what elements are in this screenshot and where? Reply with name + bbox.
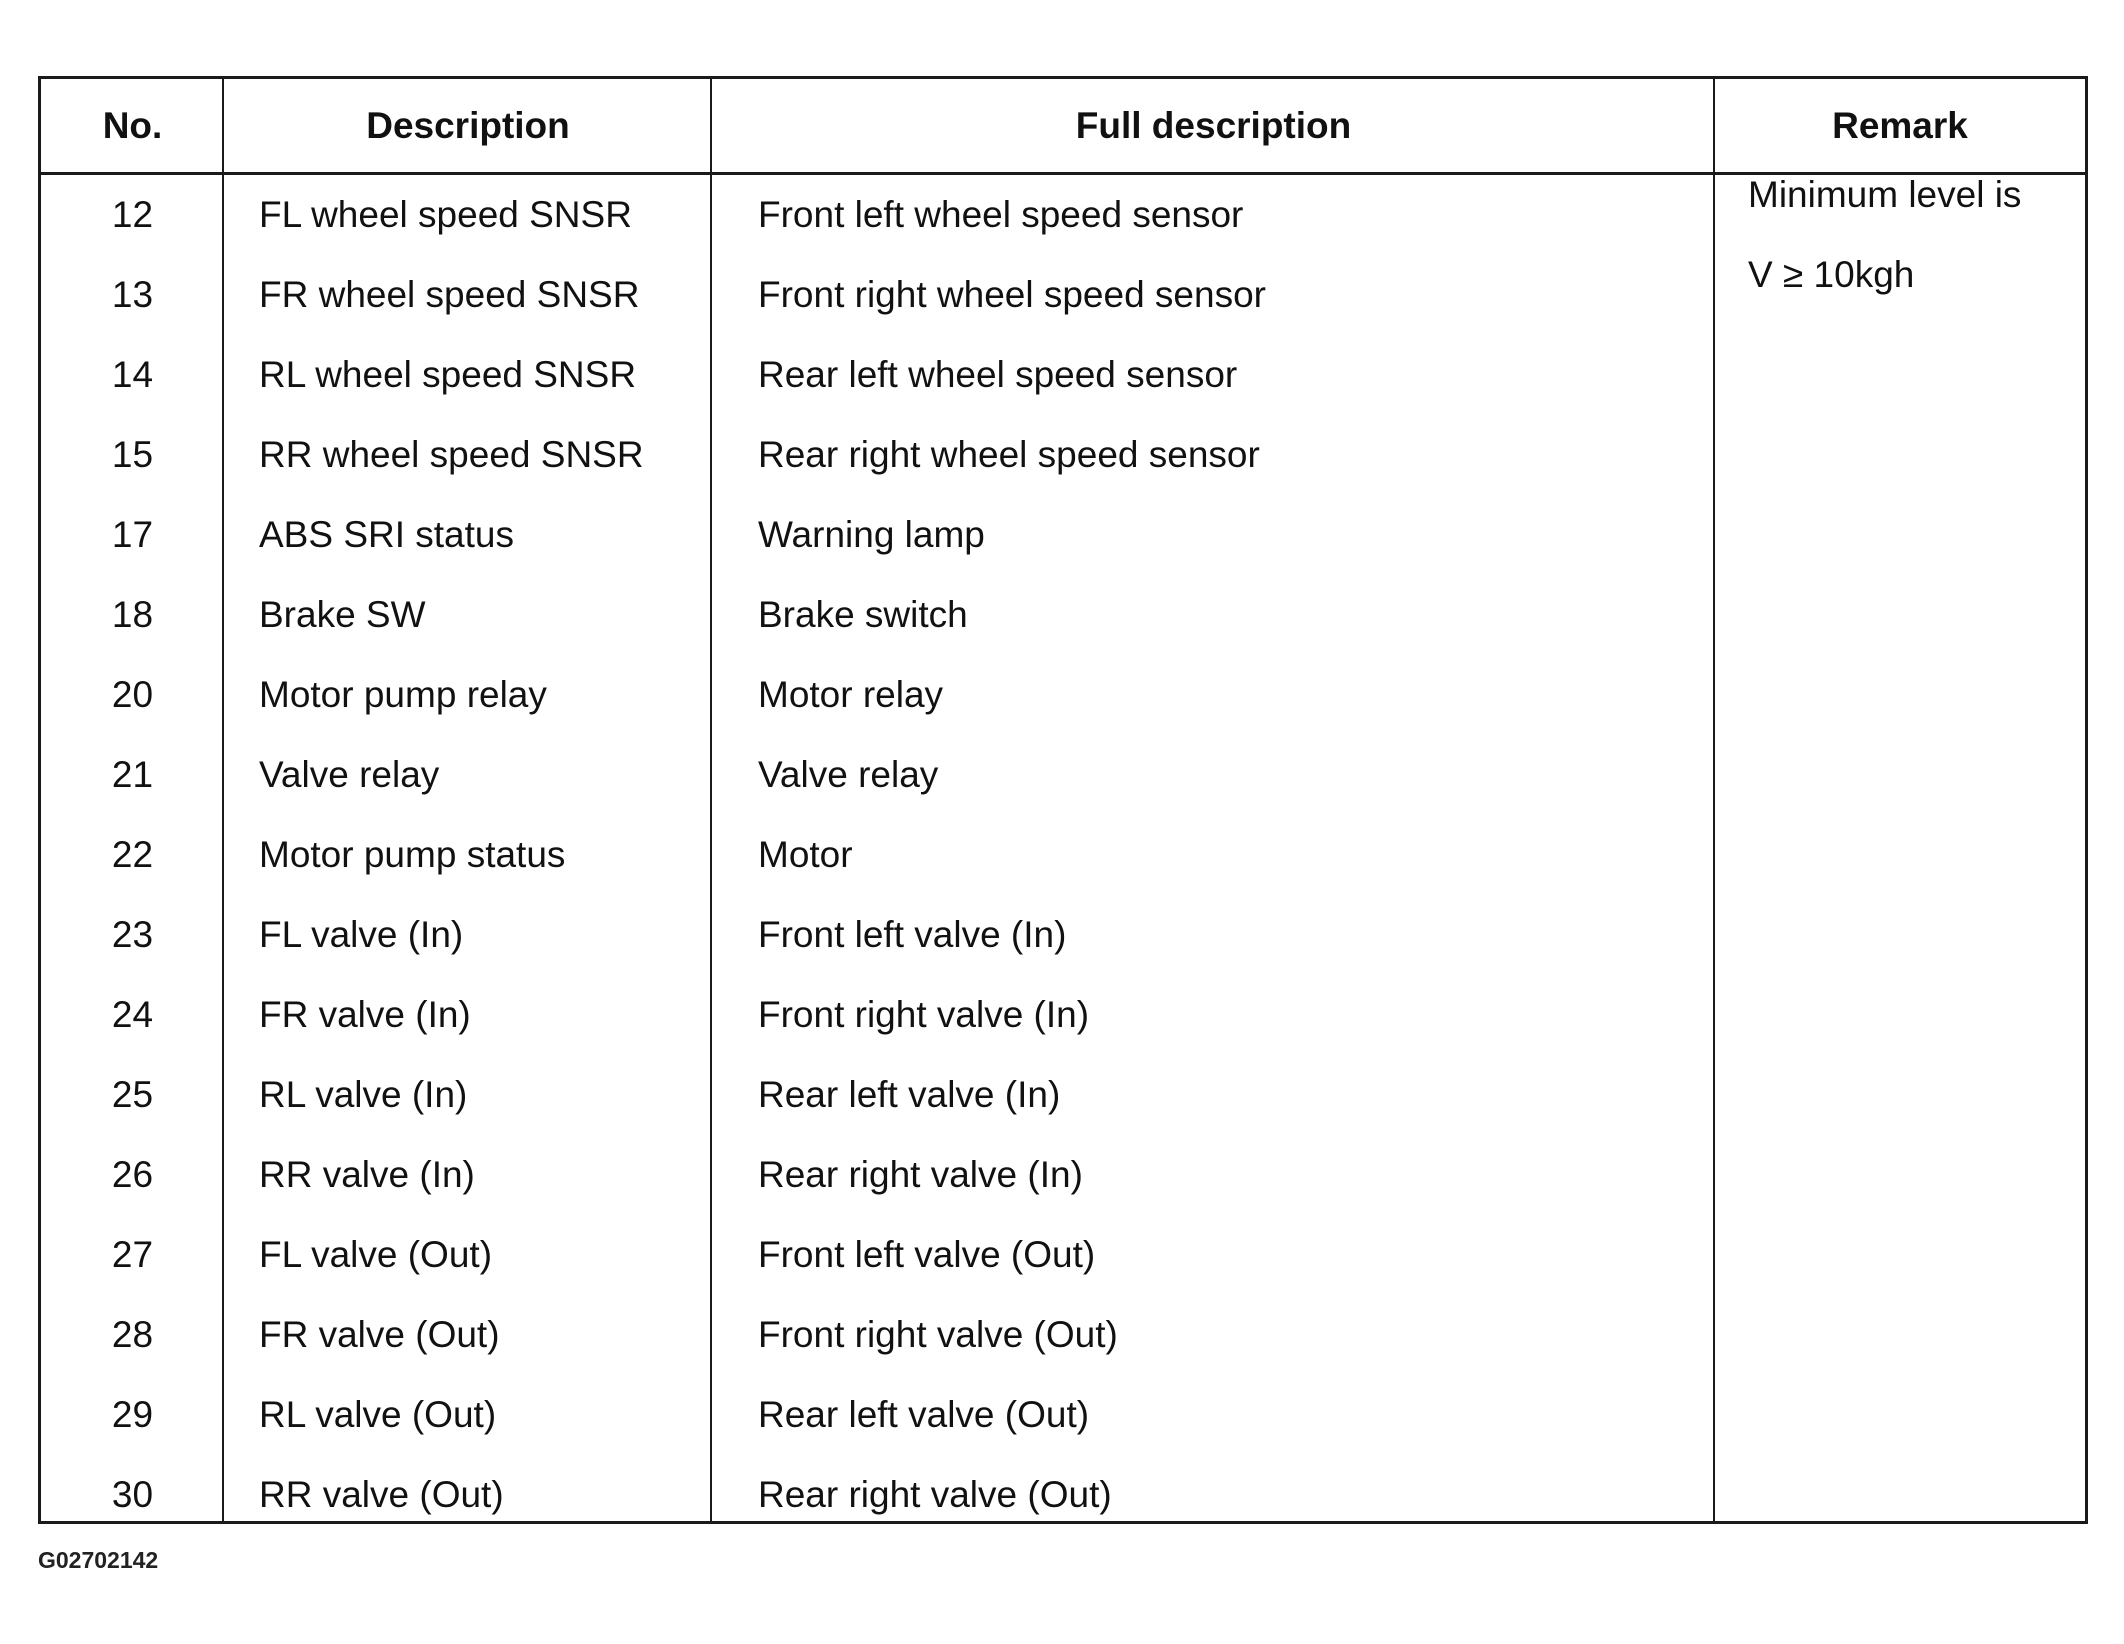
header-no: No. <box>102 104 163 146</box>
header-description: Description <box>366 104 570 146</box>
cell-full-description: Brake switch <box>758 594 968 635</box>
cell-no: 12 <box>111 194 154 235</box>
cell-description: Brake SW <box>259 594 426 635</box>
cell-full-description: Motor relay <box>758 674 944 715</box>
cell-description: Motor pump relay <box>259 674 547 715</box>
table-row <box>41 1455 2085 1535</box>
cell-no: 14 <box>111 354 154 395</box>
table-row <box>41 1295 2085 1375</box>
data-table <box>38 76 2088 1524</box>
cell-no: 21 <box>111 754 154 795</box>
remark-line-1: Minimum level is <box>1748 174 2022 215</box>
cell-full-description: Valve relay <box>758 754 939 795</box>
figure-id: G02702142 <box>38 1547 159 1573</box>
cell-description: ABS SRI status <box>259 514 514 555</box>
cell-full-description: Warning lamp <box>758 514 985 555</box>
cell-full-description: Front left valve (In) <box>758 914 1067 955</box>
cell-full-description: Front left wheel speed sensor <box>758 194 1244 235</box>
table-row <box>41 1055 2085 1135</box>
cell-no: 29 <box>111 1394 154 1435</box>
cell-full-description: Rear right valve (Out) <box>758 1474 1112 1515</box>
table-row <box>41 575 2085 655</box>
table-row <box>41 335 2085 415</box>
cell-no: 27 <box>111 1234 154 1275</box>
cell-no: 15 <box>111 434 154 475</box>
cell-description: RR wheel speed SNSR <box>259 434 644 475</box>
cell-description: FL valve (In) <box>259 914 464 955</box>
cell-description: RL valve (Out) <box>259 1394 497 1435</box>
cell-description: FR valve (Out) <box>259 1314 500 1355</box>
cell-description: RL wheel speed SNSR <box>259 354 637 395</box>
cell-no: 22 <box>111 834 154 875</box>
cell-no: 24 <box>111 994 154 1035</box>
cell-description: RL valve (In) <box>259 1074 468 1115</box>
cell-no: 17 <box>111 514 154 555</box>
cell-full-description: Rear left wheel speed sensor <box>758 354 1238 395</box>
cell-full-description: Rear left valve (Out) <box>758 1394 1090 1435</box>
cell-description: FR wheel speed SNSR <box>259 274 640 315</box>
cell-description: FL valve (Out) <box>259 1234 493 1275</box>
cell-full-description: Front left valve (Out) <box>758 1234 1096 1275</box>
cell-full-description: Rear right valve (In) <box>758 1154 1083 1195</box>
table-row <box>41 895 2085 975</box>
cell-description: Motor pump status <box>259 834 566 875</box>
cell-full-description: Rear right wheel speed sensor <box>758 434 1260 475</box>
header-remark: Remark <box>1832 104 1968 146</box>
cell-no: 26 <box>111 1154 154 1195</box>
cell-description: FR valve (In) <box>259 994 471 1035</box>
cell-no: 30 <box>111 1474 154 1515</box>
table-row <box>41 975 2085 1055</box>
table-row <box>41 1215 2085 1295</box>
cell-full-description: Rear left valve (In) <box>758 1074 1061 1115</box>
cell-description: FL wheel speed SNSR <box>259 194 632 235</box>
cell-full-description: Front right wheel speed sensor <box>758 274 1266 315</box>
cell-full-description: Front right valve (In) <box>758 994 1090 1035</box>
cell-no: 13 <box>111 274 154 315</box>
cell-no: 25 <box>111 1074 154 1115</box>
cell-full-description: Front right valve (Out) <box>758 1314 1118 1355</box>
table-row <box>41 1135 2085 1215</box>
table-row <box>41 495 2085 575</box>
remark-line-2: V ≥ 10kgh <box>1748 254 1915 295</box>
cell-description: Valve relay <box>259 754 440 795</box>
cell-no: 20 <box>111 674 154 715</box>
cell-no: 18 <box>111 594 154 635</box>
cell-description: RR valve (In) <box>259 1154 475 1195</box>
header-full-description: Full description <box>1075 104 1352 146</box>
cell-description: RR valve (Out) <box>259 1474 504 1515</box>
table-row <box>41 735 2085 815</box>
table-header-row <box>41 79 2085 175</box>
cell-full-description: Motor <box>758 834 853 875</box>
table-row <box>41 815 2085 895</box>
table-row <box>41 655 2085 735</box>
table-row <box>41 1375 2085 1455</box>
cell-no: 28 <box>111 1314 154 1355</box>
cell-no: 23 <box>111 914 154 955</box>
table-row <box>41 415 2085 495</box>
